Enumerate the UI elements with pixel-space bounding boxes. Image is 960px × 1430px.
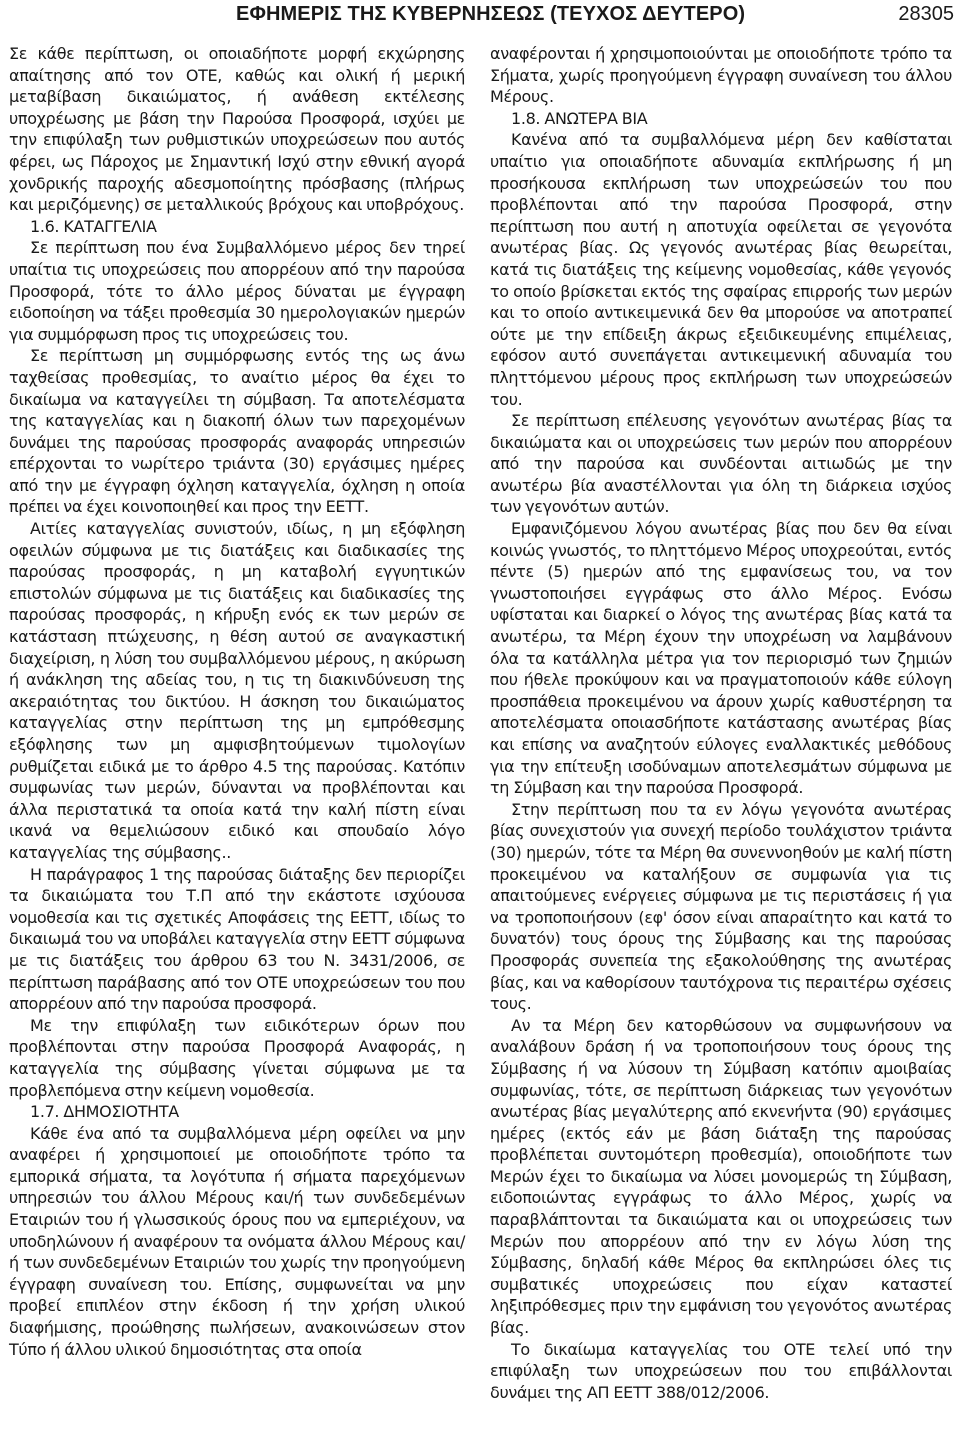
paragraph: Στην περίπτωση που τα εν λόγω γεγονότα ανωτέρας βίας συνεχιστούν για συνεχή περίοδο τουλάχιστον τριάντα (30) ημερών, τότε τα Μέρη θα συνεννοηθούν με καλή πίστη προκειμένου να καταλήξουν σε συμφωνία για τις απαιτούμενες ενέργειες σύμφωνα με τις περιστάσεις ή για να τροποποιήσουν (εφ' όσον είναι απαραίτητο και κατά το δυνατόν) τους όρους της Σύμβασης και της παρούσας Προσφοράς συνεπεία της εξακολούθησης της ανωτέρας βίας, και να καθορίσουν ταυτόχρονα τις περαιτέρω σχέσεις τους. — [490, 799, 952, 1014]
section-heading-publicity: 1.7. ΔΗΜΟΣΙΟΤΗΤΑ — [30, 1102, 179, 1122]
section-heading-force-majeure: 1.8. ΑΝΩΤΕΡΑ ΒΙΑ — [511, 108, 648, 128]
paragraph: Σε περίπτωση επέλευσης γεγονότων ανωτέρας βίας τα δικαιώματα και οι υποχρεώσεις των μερών που απορρέουν από την παρούσα και συνδέονται αιτιωδώς με την ανωτέρω βία αναστέλλονται για όλη τη διάρκεια ισχύος των γεγονότων αυτών. — [490, 411, 952, 517]
paragraph: Με την επιφύλαξη των ειδικότερων όρων που προβλέπονται στην παρούσα Προσφορά Αναφοράς, η καταγγελία της σύμβασης γίνεται σύμφωνα με τα προβλεπόμενα στην κείμενη νομοθεσία. — [9, 1015, 465, 1100]
paragraph: Κανένα από τα συμβαλλόμενα μέρη δεν καθίσταται υπαίτιο για οποιαδήποτε αδυναμία εκπλήρωσης ή μη προσήκουσα εκπλήρωση των υποχρεώσεών του που προβλέπονται από την παρούσα Προσφορά, στην περίπτωση που αυτή η αποτυχία οφείλεται σε γεγονότα ανωτέρας βίας. Ως γεγονός ανωτέρας βίας θεωρείται, κατά τις διατάξεις της κείμενης νομοθεσίας, κάθε γεγονός το οποίο βρίσκεται εκτός της σφαίρας επιρροής των μερών και το οποίο αντικειμενικά δεν θα μπορούσε να αποτραπεί ούτε με την επίδειξη άκρως εξειδικευμένης επιμέλειας, εφόσον αυτό συνεπάγεται αντικειμενική αδυναμία του πληττόμενου μέρους προς εκπλήρωση των υποχρεώσεών του. — [490, 130, 952, 409]
section-heading-termination: 1.6. ΚΑΤΑΓΓΕΛΙΑ — [30, 216, 157, 236]
paragraph: Σε περίπτωση που ένα Συμβαλλόμενο μέρος δεν τηρεί υπαίτια τις υποχρεώσεις που απορρέουν από την παρούσα Προσφορά, τότε το άλλο μέρος δύναται με έγγραφη ειδοποίηση να τάξει προθεσμία 30 ημερολογιακών ημερών για συμμόρφωση προς τις υποχρεώσεις του. — [9, 238, 465, 344]
paragraph: Κάθε ένα από τα συμβαλλόμενα μέρη οφείλει να μην αναφέρει ή χρησιμοποιεί με οποιοδήποτε τρόπο τα εμπορικά σήματα, τα λογότυπα ή σήματα παρεχόμενων υπηρεσιών του άλλου Μέρους και/ή των συνδεδεμένων Εταιριών του ή γλωσσικούς όρους που να εμπεριέχουν, να υποδηλώνουν ή αναφέρουν τα ονόματα άλλου Μέρους και/ή των συνδεδεμένων Εταιριών του χωρίς την προηγούμενη έγγραφη συναίνεση του. Επίσης, συμφωνείται να μην προβεί επιπλέον στην έκδοση ή την χρήση υλικού διαφήμισης, προώθησης πωλήσεων, ανακοινώσεων στον Τύπο ή άλλου υλικού δημοσιότητας στα οποία — [9, 1123, 465, 1359]
paragraph: Η παράγραφος 1 της παρούσας διάταξης δεν περιορίζει τα δικαιώματα του Τ.Π από την εκάστοτε ισχύουσα νομοθεσία και τις σχετικές Αποφάσεις της ΕΕΤΤ, ιδίως το δικαιωμά του να υποβάλει καταγγελία στην ΕΕΤΤ σύμφωνα με τις διατάξεις του άρθρου 63 του Ν. 3431/2006, σε περίπτωση παράβασης από τον ΟΤΕ υποχρεώσεων του που απορρέουν από την παρούσα προσφορά. — [9, 864, 465, 1014]
paragraph: Σε περίπτωση μη συμμόρφωσης εντός της ως άνω ταχθείσας προθεσμίας, το αναίτιο μέρος θα έχει το δικαίωμα να καταγγείλει τη σύμβαση. Τα αποτελέσματα της καταγγελίας και η διακοπή όλων των παρεχομένων δυνάμει της παρούσας προσφοράς αναφοράς υπηρεσιών επέρχονται το νωρίτερο τριάντα (30) εργάσιμες ημέρες από την με έγγραφη όχληση καταγγελία, όχληση η οποία πρέπει να έχει κοινοποιηθεί και προς την ΕΕΤΤ. — [9, 346, 465, 517]
left-column — [9, 43, 465, 1360]
paragraph: Αιτίες καταγγελίας συνιστούν, ιδίως, η μη εξόφληση οφειλών σύμφωνα με τις διατάξεις και διαδικασίες της παρούσας προσφοράς, η μη καταβολή εγγυητικών επιστολών σύμφωνα με τις διατάξεις και διαδικασίες της παρούσας προσφοράς, η κήρυξη ενός εκ των μερών σε κατάσταση πτώχευσης, η θέση αυτού σε αναγκαστική διαχείριση, η λύση του συμβαλλόμενου μέρους, η ακύρωση ή ανάκληση της αδείας του, η τις τη διακινδύνευση της ακεραιότητας του δικτύου. Η άσκηση του δικαιώματος καταγγελίας στην περίπτωση της μη εμπρόθεσμης εξόφλησης των μη αμφισβητούμενων τιμολογίων ρυθμίζεται ειδικά με το άρθρο 4.5 της παρούσας. Κατόπιν συμφωνίας των μερών, δύνανται να προβλέπονται και άλλα περιστατικά τα οποία κατά την καλή πίστη είναι ικανά να θεμελιώσουν ειδικό και σπουδαίο λόγο καταγγελίας της σύμβασης.. — [9, 519, 465, 862]
right-column — [490, 43, 952, 1403]
paragraph: αναφέρονται ή χρησιμοποιούνται με οποιοδήποτε τρόπο τα Σήματα, χωρίς προηγούμενη έγγραφη συναίνεση του άλλου Μέρους. — [490, 44, 952, 107]
paragraph: Το δικαίωμα καταγγελίας του ΟΤΕ τελεί υπό την επιφύλαξη των υποχρεώσεων που του επιβάλλονται δυνάμει της ΑΠ ΕΕΤΤ 388/012/2006. — [490, 1339, 952, 1402]
page-header — [0, 0, 960, 34]
page-number: 28305 — [898, 3, 954, 25]
gazette-title: ΕΦΗΜΕΡΙΣ ΤΗΣ ΚΥΒΕΡΝΗΣΕΩΣ (ΤΕΥΧΟΣ ΔΕΥΤΕΡΟ) — [236, 3, 746, 25]
paragraph: Εμφανιζόμενου λόγου ανωτέρας βίας που δεν θα είναι κοινώς γνωστός, το πληττόμενο Μέρος υποχρεούται, εντός πέντε (5) ημερών από της εμφανίσεως του, να τον γνωστοποιήσει εγγράφως στο άλλο Μέρος. Ενόσω υφίσταται και διαρκεί ο λόγος της ανωτέρας βίας κατά τα ανωτέρω, τα Μέρη έχουν την υποχρέωση να λαμβάνουν όλα τα κατάλληλα μέτρα για τον περιορισμό των ζημιών που ήθελε προκύψουν και να πραγματοποιούν κάθε εύλογη προσπάθεια προκειμένου να άρουν χωρίς καθυστέρηση τα αποτελέσματα οποιασδήποτε κατάστασης ανωτέρας βίας και επίσης να αναζητούν εύλογες εναλλακτικές μεθόδους για την επίτευξη ισοδύναμων αποτελεσμάτων σύμφωνα με τη Σύμβαση και την παρούσα Προσφορά. — [490, 519, 952, 798]
paragraph: Σε κάθε περίπτωση, οι οποιαδήποτε μορφή εκχώρησης απαίτησης από τον ΟΤΕ, καθώς και ολική ή μερική μεταβίβαση δικαιώματος, ή ανάθεση εκτέλεσης υποχρέωσης με βάση την Παρούσα Προσφορά, ισχύει με την επιφύλαξη των ρυθμιστικών υποχρεώσεων που αυτός φέρει, ως Πάροχος με Σημαντική Ισχύ στην εθνική αγορά χονδρικής παροχής αδεσμοποίητης πρόσβασης (πλήρως και μεριζόμενης) σε μεταλλικούς βρόχους και υποβρόχους. — [9, 44, 465, 215]
paragraph: Αν τα Μέρη δεν κατορθώσουν να συμφωνήσουν να αναλάβουν δράση ή να τροποποιήσουν τους όρους της Σύμβασης ή να λύσουν τη Σύμβαση κατόπιν αμοιβαίας συμφωνίας, τότε, σε περίπτωση διάρκειας των γεγονότων ανωτέρας βίας μεγαλύτερης από εκνενήντα (90) εργάσιμες ημέρες (εκτός εάν με βάση διάταξη της παρούσας προβλέπεται συντομότερη προθεσμία), οποιοδήποτε των Μερών έχει το δικαίωμα να λύσει μονομερώς τη Σύμβαση, ειδοποιώντας εγγράφως το άλλο Μέρος, χωρίς να παραβλάπτονται τα δικαιώματα και οι υποχρεώσεις των Μερών που απορρέουν από την εν λόγω λύση της Σύμβασης, δηλαδή κάθε Μέρος θα εκπληρώσει όλες τις συμβατικές υποχρεώσεις που είχαν καταστεί ληξιπρόθεσμες πριν την εμφάνιση του γεγονότος ανωτέρας βίας. — [490, 1015, 952, 1338]
